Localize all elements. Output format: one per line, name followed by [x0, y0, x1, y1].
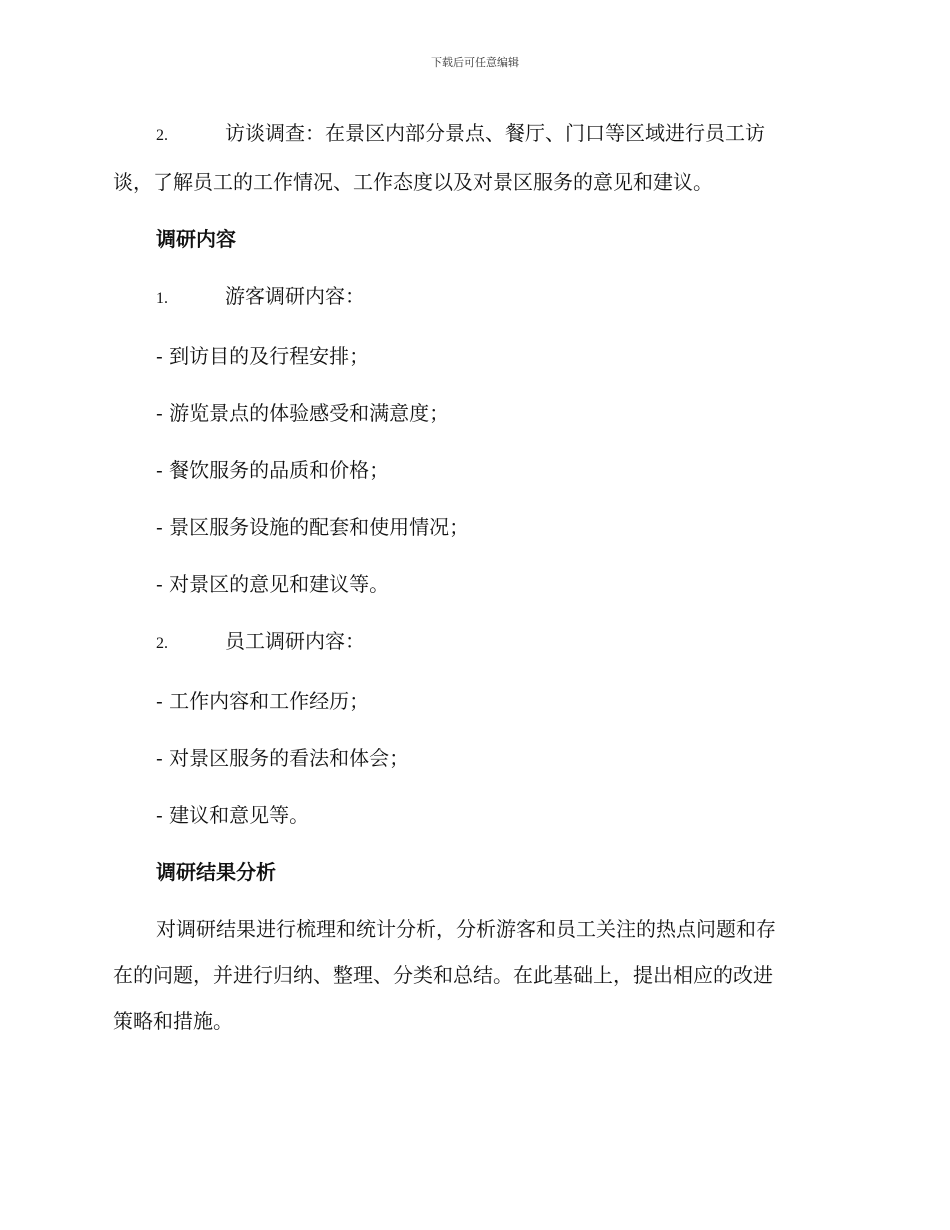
visitor-title: 游客调研内容： — [225, 284, 365, 308]
interview-line-2: 谈，了解员工的工作情况、工作态度以及对景区服务的意见和建议。 — [113, 170, 713, 194]
analysis-paragraph — [113, 906, 838, 1044]
list-item: - 对景区的意见和建议等。 — [156, 572, 390, 596]
visitor-subheading — [113, 273, 838, 322]
staff-title: 员工调研内容： — [225, 629, 365, 653]
list-item: - 景区服务设施的配套和使用情况； — [156, 515, 470, 539]
interview-first-line — [113, 110, 838, 159]
analysis-line-2: 在的问题，并进行归纳、整理、分类和总结。在此基础上，提出相应的改进 — [113, 963, 773, 987]
interview-line-1: 访谈调查：在景区内部分景点、餐厅、门口等区域进行员工访 — [225, 121, 765, 145]
section-heading-content: 调研内容 — [156, 227, 236, 251]
list-item: - 到访目的及行程安排； — [156, 344, 370, 368]
list-item: - 对景区服务的看法和体会； — [156, 746, 410, 770]
list-item: - 游览景点的体验感受和满意度； — [156, 401, 450, 425]
list-number: 2. — [156, 127, 168, 144]
section-heading-analysis: 调研结果分析 — [156, 860, 276, 884]
staff-subheading — [113, 618, 838, 667]
document-body — [113, 110, 838, 1055]
list-item: - 工作内容和工作经历； — [156, 689, 370, 713]
analysis-line-3: 策略和措施。 — [113, 1009, 233, 1033]
page-header: 下载后可任意编辑 — [431, 56, 519, 69]
list-item: - 建议和意见等。 — [156, 803, 310, 827]
interview-paragraph — [113, 110, 838, 205]
list-number: 1. — [156, 290, 168, 307]
list-item: - 餐饮服务的品质和价格； — [156, 458, 390, 482]
list-number: 2. — [156, 635, 168, 652]
analysis-line-1: 对调研结果进行梳理和统计分析，分析游客和员工关注的热点问题和存 — [156, 917, 776, 941]
